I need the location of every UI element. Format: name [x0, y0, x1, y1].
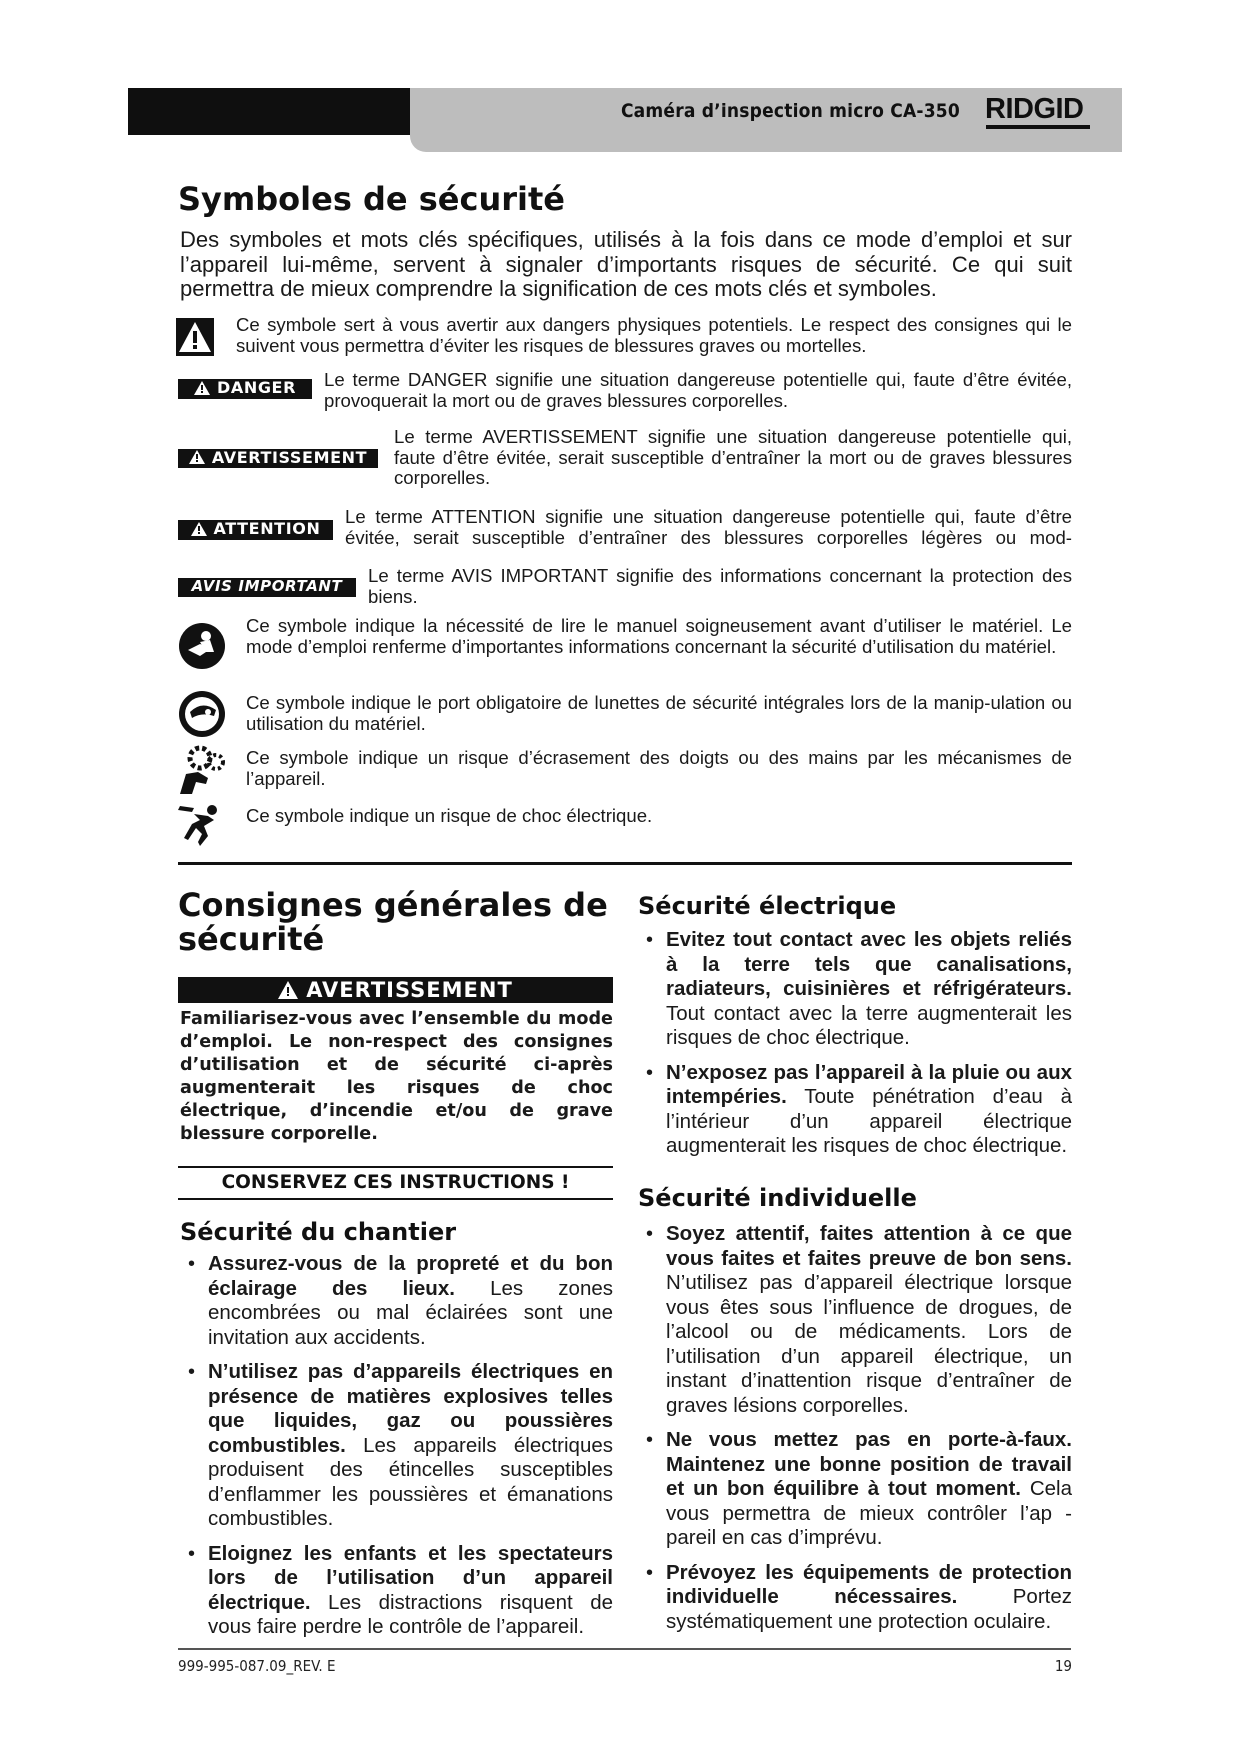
- list-item: [638, 1061, 1072, 1159]
- electrique-title: Sécurité électrique: [638, 892, 897, 920]
- individuelle-list: [638, 1222, 1072, 1644]
- attention-text: Le terme ATTENTION signifie une situation dangereuse potentielle qui, faute d’être évitée, serait susceptible d’entraîner des blessures corporelles légères ou mod-: [345, 506, 1072, 548]
- chantier-title: Sécurité du chantier: [180, 1218, 457, 1246]
- ridgid-logo: RIDGID: [985, 93, 1084, 125]
- list-item-bold: Eloignez les enfants et les spectateurs lors de l’utilisation d’un appareil électrique.: [208, 1541, 613, 1614]
- list-item: [638, 1428, 1072, 1551]
- warning-triangle-icon: [278, 981, 298, 999]
- shock-symbol-text: Ce symbole indique un risque de choc électrique.: [246, 805, 653, 826]
- list-item: [638, 928, 1072, 1051]
- list-item-text: Portez systématiquement une protection oculaire.: [666, 1585, 1072, 1633]
- list-item-bold: Assurez-vous de la propreté et du bon éclairage des lieux.: [208, 1252, 613, 1300]
- attention-label: ATTENTION: [213, 519, 321, 538]
- list-item: [180, 1542, 613, 1640]
- warning-triangle-icon: [194, 381, 210, 395]
- header-black-bar: [128, 88, 410, 135]
- list-item-text: Les distractions risquent de vous faire perdre le contrôle de l’appareil.: [208, 1590, 613, 1638]
- read-manual-icon: [178, 622, 226, 670]
- list-item: [638, 1561, 1072, 1635]
- electric-shock-icon: [178, 802, 226, 848]
- danger-text: Le terme DANGER signifie une situation dangereuse potentielle qui, faute d’être évitée, provoquerait la mort ou de graves blessures corporelles.: [324, 369, 1072, 411]
- list-item-text: Les appareils électriques produisent des étincelles susceptibles d’enflammer les poussières et émanations combustibles.: [208, 1433, 613, 1530]
- section-divider: [178, 862, 1072, 865]
- general-title: [178, 888, 608, 956]
- avertissement-label: AVERTISSEMENT: [211, 447, 368, 467]
- list-item: [638, 1222, 1072, 1418]
- hand-crush-icon: [178, 744, 228, 798]
- avis-important-badge: [178, 578, 356, 597]
- crush-symbol-text: Ce symbole indique un risque d’écrasement des doigts ou des mains par les mécanismes de l’appareil.: [246, 747, 1072, 789]
- warning-triangle-icon: [189, 450, 205, 464]
- avis-text: Le terme AVIS IMPORTANT signifie des informations concernant la protection des biens.: [368, 565, 1072, 607]
- list-item-bold: Soyez attentif, faites attention à ce que vous faites et faites preuve de bon sens.: [666, 1222, 1072, 1270]
- list-item: [180, 1360, 613, 1532]
- danger-label: DANGER: [216, 378, 297, 397]
- warning-banner-label: AVERTISSEMENT: [306, 978, 513, 1002]
- list-item-bold: Ne vous mettez pas en porte-à-faux. Maintenez une bonne position de travail et un bon équilibre à tout moment.: [666, 1428, 1072, 1500]
- list-item-bold: N’exposez pas l’appareil à la pluie ou aux intempéries.: [666, 1060, 1072, 1108]
- electrique-list: [638, 928, 1072, 1169]
- header-gray-tab: [410, 135, 1122, 152]
- goggles-symbol-text: Ce symbole indique le port obligatoire de lunettes de sécurité intégrales lors de la manip-ulation ou utilisation du matériel.: [246, 692, 1072, 734]
- logo-underline: [986, 125, 1090, 129]
- manual-symbol-text: Ce symbole indique la nécessité de lire le manuel soigneusement avant d’utiliser le matériel. Le mode d’emploi renferme d’importantes informations concernant la sécurité d’utilisation du matériel.: [246, 615, 1072, 657]
- list-item-bold: Evitez tout contact avec les objets reliés à la terre tels que canalisations, radiateurs, cuisinières et réfrigérateurs.: [666, 928, 1072, 1000]
- alert-symbol-text: Ce symbole sert à vous avertir aux dangers physiques potentiels. Le respect des consignes qui le suivent vous permettra d’éviter les risques de blessures graves ou mortelles.: [236, 314, 1072, 356]
- general-title-line2: sécurité: [178, 920, 325, 958]
- general-title-line1: Consignes générales de: [178, 886, 608, 924]
- page-number: 19: [1054, 1657, 1072, 1675]
- safety-goggles-icon: [178, 690, 226, 738]
- warning-banner: [178, 977, 613, 1003]
- document-code: 999-995-087.09_REV. E: [178, 1657, 336, 1675]
- attention-badge: [178, 520, 333, 540]
- conserve-instructions: CONSERVEZ CES INSTRUCTIONS !: [178, 1166, 613, 1200]
- list-item-text: Les zones encombrées ou mal éclairées sont une invitation aux accidents.: [208, 1276, 613, 1349]
- warning-triangle-icon: [191, 522, 207, 536]
- list-item-text: N’utilisez pas d’appareil électrique lorsque vous êtes sous l’influence de drogues, de l’alcool ou de médicaments. Lors de l’utilisation d’un appareil électrique, un instant d’inattention risque d’entraîner de graves lésions corporelles.: [666, 1271, 1072, 1417]
- list-item-text: Toute pénétration d’eau à l’intérieur d’un appareil électrique augmenterait les risques de choc électrique.: [666, 1085, 1072, 1157]
- individuelle-title: Sécurité individuelle: [638, 1184, 917, 1212]
- avertissement-badge: [178, 449, 378, 468]
- avis-label: AVIS IMPORTANT: [191, 576, 343, 595]
- warning-text: Familiarisez-vous avec l’ensemble du mode d’emploi. Le non-respect des consignes d’utilisation et de sécurité ci-après augmenterait les risques de choc électrique, d’incendie et/ou de grave blessure corporelle.: [180, 1009, 613, 1144]
- list-item-bold: Prévoyez les équipements de protection individuelle nécessaires.: [666, 1560, 1072, 1608]
- list-item-text: Tout contact avec la terre augmenterait les risques de choc électrique.: [666, 1001, 1072, 1049]
- list-item-bold: N’utilisez pas d’appareils électriques en présence de matières explosives telles que liquides, gaz ou poussières combustibles.: [208, 1360, 613, 1457]
- chantier-list: [180, 1252, 613, 1650]
- safety-alert-icon: [176, 318, 214, 356]
- avertissement-text: Le terme AVERTISSEMENT signifie une situation dangereuse potentielle qui, faute d’être évitée, serait susceptible d’entraîner la mort ou de graves blessures corporelles.: [394, 426, 1072, 488]
- list-item: [180, 1252, 613, 1350]
- symbols-title: Symboles de sécurité: [178, 180, 565, 218]
- danger-badge: [178, 379, 312, 399]
- symbols-intro: Des symboles et mots clés spécifiques, utilisés à la fois dans ce mode d’emploi et sur l’appareil lui-même, servent à signaler d’importants risques de sécurité. Ce qui suit permettra de mieux comprendre la signification de ces mots clés et symboles.: [180, 227, 1072, 301]
- list-item-text: Cela vous permettra de mieux contrôler l’ap - pareil en cas d’imprévu.: [666, 1477, 1073, 1549]
- footer-rule: [178, 1648, 1071, 1650]
- header-title: Caméra d’inspection micro CA-350: [620, 100, 960, 122]
